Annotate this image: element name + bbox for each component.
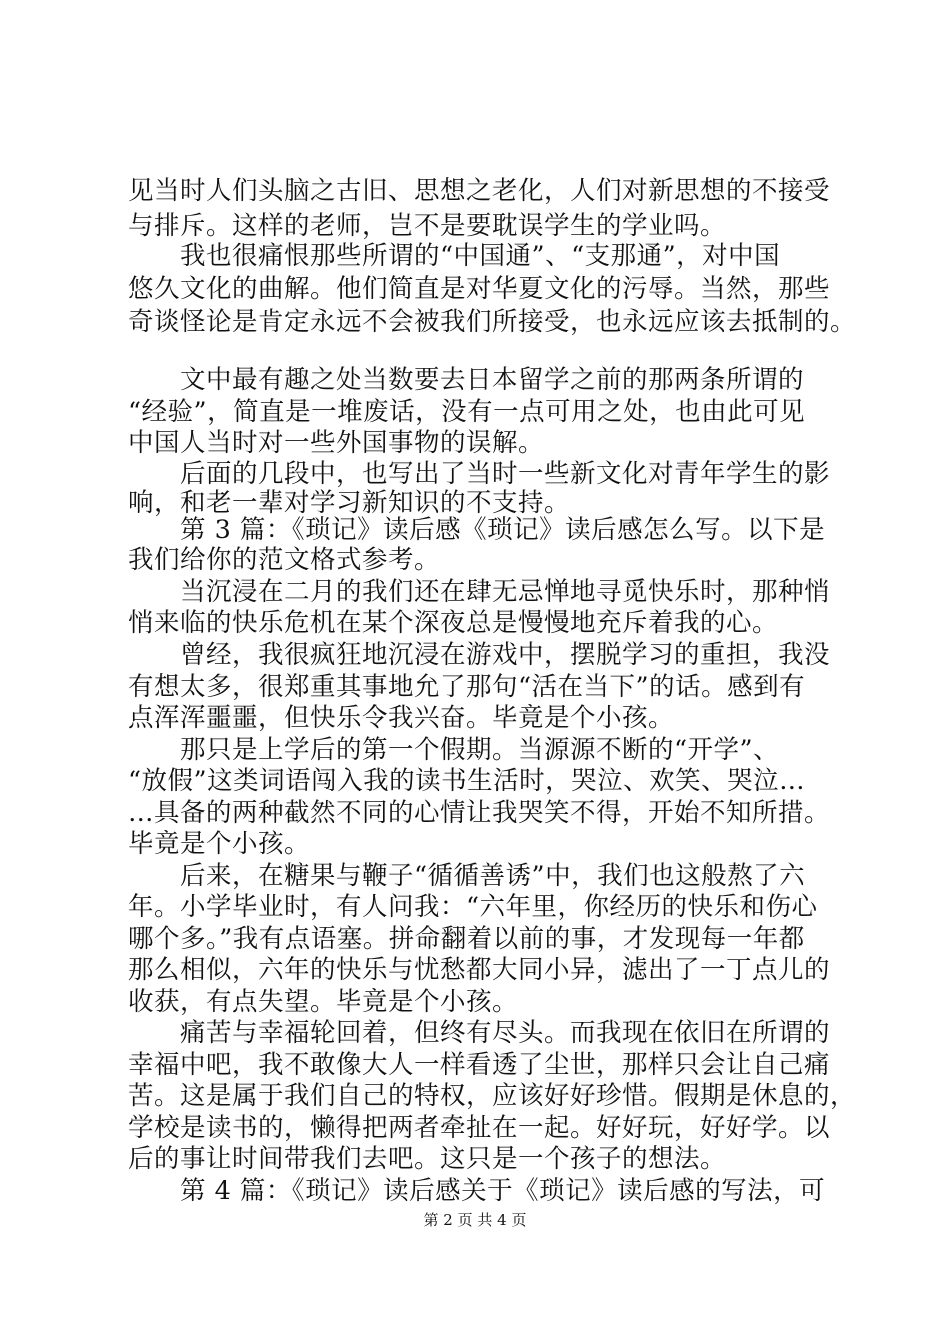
text-line: 悠久文化的曲解。他们简直是对华夏文化的污辱。当然，那些 bbox=[128, 274, 831, 304]
text-line: 第 3 篇：《琐记》读后感《琐记》读后感怎么写。以下是 bbox=[128, 515, 826, 545]
text-line: 收获，有点失望。毕竟是个小孩。 bbox=[128, 987, 519, 1017]
text-line: …具备的两种截然不同的心情让我哭笑不得，开始不知所措。 bbox=[128, 798, 831, 828]
text-line: 点浑浑噩噩，但快乐令我兴奋。毕竟是个小孩。 bbox=[128, 703, 675, 733]
text-line: “经验”，简直是一堆废话，没有一点可用之处，也由此可见 bbox=[128, 397, 806, 427]
text-line: 当沉浸在二月的我们还在肆无忌惮地寻觅快乐时，那种悄 bbox=[128, 577, 831, 607]
text-line: 后的事让时间带我们去吧。这只是一个孩子的想法。 bbox=[128, 1144, 727, 1174]
text-line: 我也很痛恨那些所谓的“中国通”、“支那通”，对中国 bbox=[128, 241, 781, 271]
text-line: 哪个多。”我有点语塞。拼命翻着以前的事，才发现每一年都 bbox=[128, 924, 805, 954]
text-line: 那么相似，六年的快乐与忧愁都大同小异，滤出了一丁点儿的 bbox=[128, 955, 831, 985]
text-line: 有想太多，很郑重其事地允了那句“活在当下”的话。感到有 bbox=[128, 672, 806, 702]
text-line: 我们给你的范文格式参考。 bbox=[128, 545, 441, 575]
text-line: 与排斥。这样的老师，岂不是要耽误学生的学业吗。 bbox=[128, 211, 727, 241]
text-line: 后来，在糖果与鞭子“循循善诱”中，我们也这般熬了六 bbox=[128, 861, 806, 891]
text-line: 年。小学毕业时，有人问我：“六年里，你经历的快乐和伤心 bbox=[128, 892, 818, 922]
text-line: 幸福中吧，我不敢像大人一样看透了尘世，那样只会让自己痛 bbox=[128, 1050, 831, 1080]
text-line: 那只是上学后的第一个假期。当源源不断的“开学”、 bbox=[128, 735, 780, 765]
text-line: 悄来临的快乐危机在某个深夜总是慢慢地充斥着我的心。 bbox=[128, 608, 779, 638]
text-line: 曾经，我很疯狂地沉浸在游戏中，摆脱学习的重担，我没 bbox=[128, 640, 831, 670]
text-line: 学校是读书的，懒得把两者牵扯在一起。好好玩，好好学。以 bbox=[128, 1113, 831, 1143]
text-line: 见当时人们头脑之古旧、思想之老化，人们对新思想的不接受 bbox=[128, 176, 831, 206]
text-line: 文中最有趣之处当数要去日本留学之前的那两条所谓的 bbox=[128, 365, 805, 395]
text-line: 痛苦与幸福轮回着，但终有尽头。而我现在依旧在所谓的 bbox=[128, 1018, 831, 1048]
text-line: 后面的几段中，也写出了当时一些新文化对青年学生的影 bbox=[128, 459, 831, 489]
text-line: 苦。这是属于我们自己的特权，应该好好珍惜。假期是休息的， bbox=[128, 1081, 857, 1111]
text-line: 第 4 篇：《琐记》读后感关于《琐记》读后感的写法，可 bbox=[128, 1176, 826, 1206]
text-line: 响，和老一辈对学习新知识的不支持。 bbox=[128, 488, 571, 518]
page-number-footer: 第 2 页 共 4 页 bbox=[423, 1211, 527, 1229]
text-line: 奇谈怪论是肯定永远不会被我们所接受，也永远应该去抵制的。 bbox=[128, 307, 857, 337]
text-line: 中国人当时对一些外国事物的误解。 bbox=[128, 428, 545, 458]
text-line: “放假”这类词语闯入我的读书生活时，哭泣、欢笑、哭泣… bbox=[128, 766, 806, 796]
text-line: 毕竟是个小孩。 bbox=[128, 829, 311, 859]
